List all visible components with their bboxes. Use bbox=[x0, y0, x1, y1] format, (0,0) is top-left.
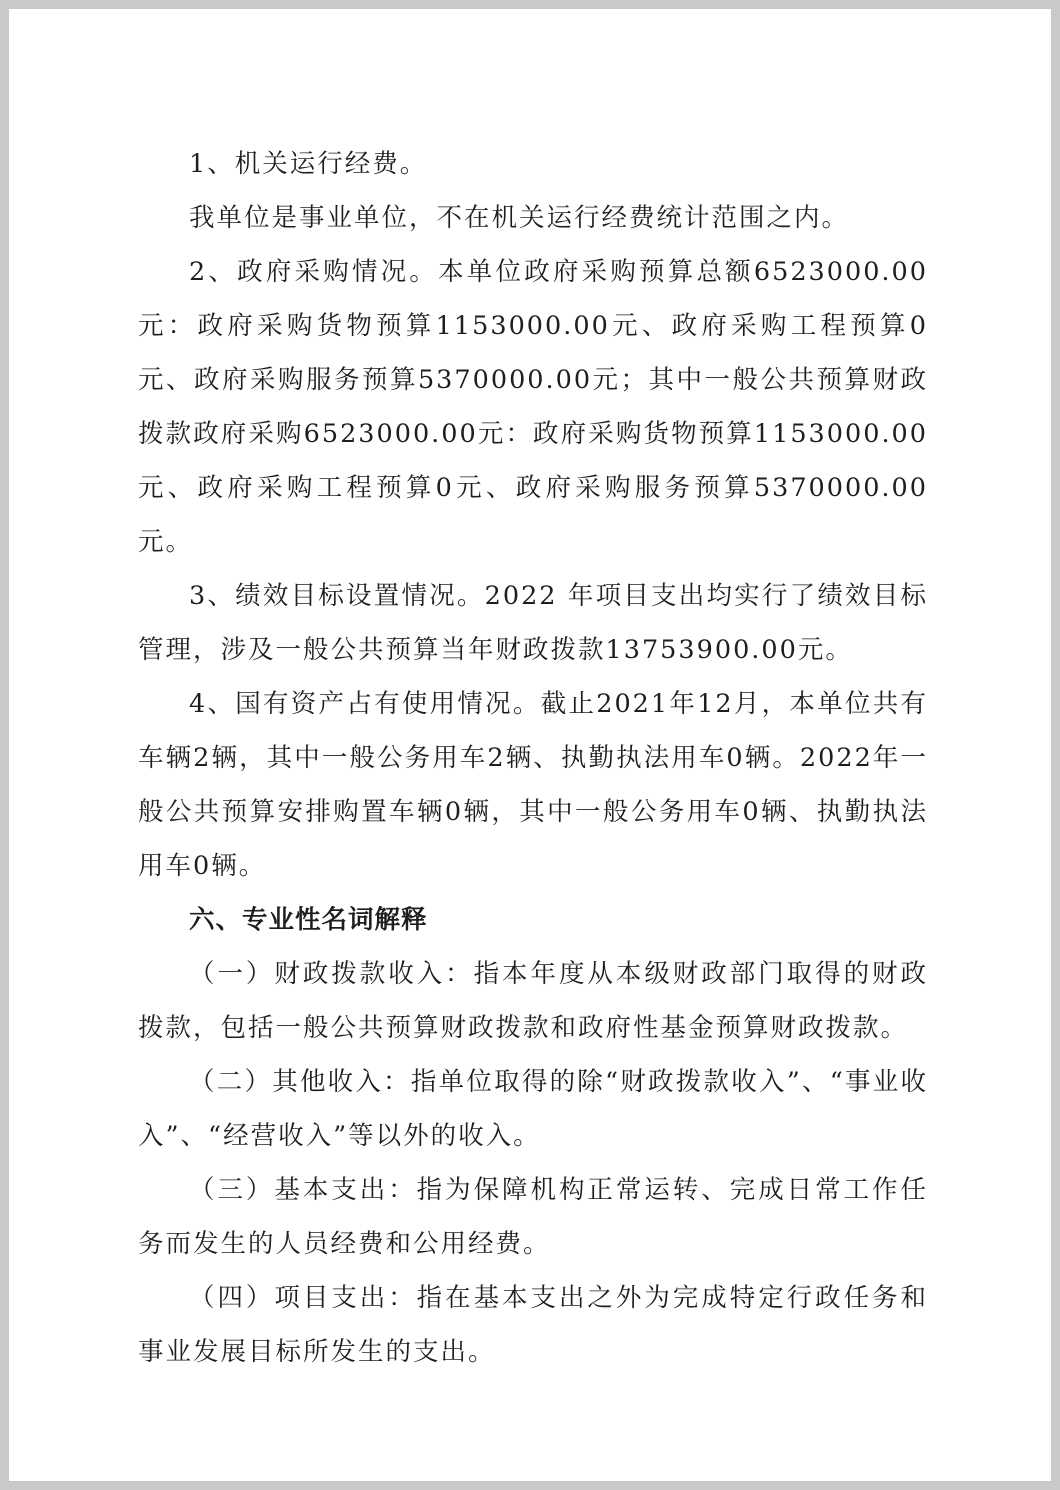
section-heading-terms: 六、专业性名词解释 bbox=[189, 905, 428, 935]
paragraph-performance-targets: 3、绩效目标设置情况。2022 年项目支出均实行了绩效目标管理，涉及一般公共预算当年财政拨款13753900.00元。 bbox=[138, 581, 928, 665]
paragraph-term-project-expenditure: （四）项目支出：指在基本支出之外为完成特定行政任务和事业发展目标所发生的支出。 bbox=[138, 1283, 928, 1367]
paragraph-office-expenses-title: 1、机关运行经费。 bbox=[189, 149, 428, 179]
document-page bbox=[9, 9, 1051, 1481]
paragraph-government-procurement: 2、政府采购情况。本单位政府采购预算总额6523000.00元：政府采购货物预算1153000.00元、政府采购工程预算0元、政府采购服务预算5370000.00元；其中一般公共预算财政拨款政府采购6523000.00元：政府采购货物预算1153000.00元、政府采购工程预算0元、政府采购服务预算5370000.00元。 bbox=[138, 257, 928, 557]
paragraph-term-fiscal-appropriation: （一）财政拨款收入：指本年度从本级财政部门取得的财政拨款，包括一般公共预算财政拨款和政府性基金预算财政拨款。 bbox=[138, 959, 928, 1043]
paragraph-office-expenses-note: 我单位是事业单位，不在机关运行经费统计范围之内。 bbox=[189, 203, 850, 233]
document-body bbox=[138, 137, 928, 1379]
paragraph-term-other-income: （二）其他收入：指单位取得的除“财政拨款收入”、“事业收入”、“经营收入”等以外的收入。 bbox=[138, 1067, 928, 1151]
paragraph-term-basic-expenditure: （三）基本支出：指为保障机构正常运转、完成日常工作任务而发生的人员经费和公用经费。 bbox=[138, 1175, 928, 1259]
paragraph-state-assets: 4、国有资产占有使用情况。截止2021年12月，本单位共有车辆2辆，其中一般公务用车2辆、执勤执法用车0辆。2022年一般公共预算安排购置车辆0辆，其中一般公务用车0辆、执勤执法用车0辆。 bbox=[138, 689, 928, 881]
